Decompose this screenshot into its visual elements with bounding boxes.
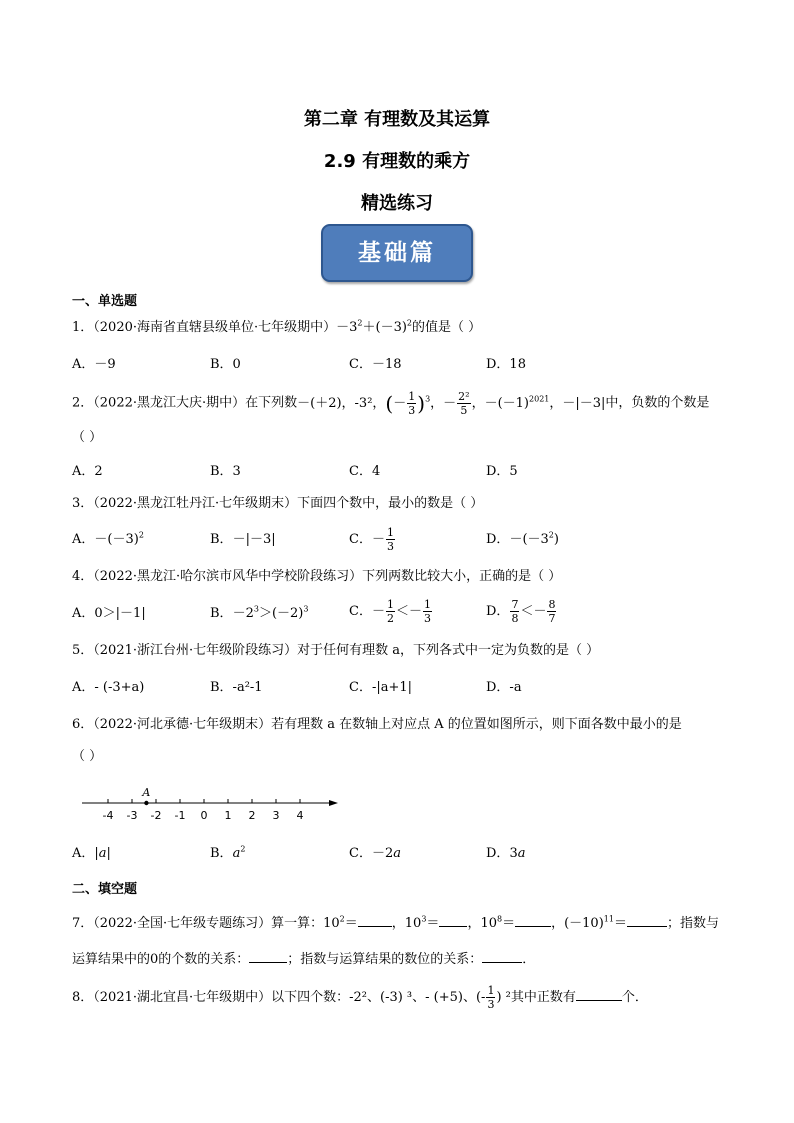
number-line-tick-label: 2 (248, 809, 256, 822)
question-7-line-1-end: ；指数与 (666, 916, 719, 931)
question-7-line-2-mid: ；指数与运算结果的数位的关系： (287, 952, 483, 967)
question-7-line-2 (72, 948, 535, 970)
q1-option-a[interactable]: A．－9 (72, 357, 116, 372)
q6-option-d[interactable]: D．3a (486, 846, 526, 861)
number-line-point-dot (144, 801, 148, 805)
q4-option-b[interactable]: B．$-2^3>(-2)^3$ (210, 604, 309, 621)
q8-blank[interactable] (576, 986, 622, 1001)
q6-option-b[interactable]: B．$a^2$ (210, 844, 246, 861)
level-badge: 基础篇 (321, 224, 473, 282)
question-7-line-2-start: 运算结果中的0的个数的关系： (72, 952, 250, 967)
section-title: 2.9 有理数的乘方 (323, 151, 471, 172)
q2-option-c[interactable]: C．4 (349, 464, 381, 479)
q4-option-a-label: A． (72, 606, 95, 621)
q3-option-b-label: B． (210, 532, 233, 547)
question-8-fraction: $\frac{1}{3}$ (487, 984, 495, 1011)
number-line-arrow (329, 800, 338, 806)
question-7-source: 7．（2022·全国·七年级专题练习）算一算： (72, 916, 324, 931)
question-8 (72, 984, 648, 1011)
section-heading-single-choice: 一、单选题 (72, 294, 138, 309)
number-line-tick-label: -2 (150, 809, 162, 822)
q4-option-b-label: B． (210, 606, 233, 621)
number-line-tick-label: 0 (200, 809, 208, 822)
q6-option-d-label: D． (486, 846, 510, 861)
number-line-tick-label: -4 (102, 809, 114, 822)
question-1-tail: 的值是（ ） (412, 320, 482, 335)
q6-option-c[interactable]: C．－2a (349, 846, 401, 861)
question-8-end: 个． (621, 990, 648, 1005)
q6-option-b-label: B． (210, 846, 233, 861)
q3-option-c-label: C． (349, 532, 372, 547)
q7-blank-6[interactable] (482, 948, 522, 963)
q1-option-b[interactable]: B．0 (210, 357, 241, 372)
question-7-line-1: 7．（2022·全国·七年级专题练习）算一算：$10^2=$ ，$10^3=$ ，$10^8=$ ，$(-10)^{11}=$ ；指数与 (72, 912, 719, 934)
q6-option-a[interactable]: A．|a| (72, 846, 111, 861)
q2-option-b[interactable]: B．3 (210, 464, 241, 479)
question-1-source: 1．（2020·海南省直辖县级单位·七年级期中） (72, 320, 337, 335)
q3-option-a[interactable]: A．$-(-3)^2$ (72, 530, 144, 547)
q2-option-d[interactable]: D．5 (486, 464, 518, 479)
q6-option-c-label: C． (349, 846, 372, 861)
section-heading-fill-blank: 二、填空题 (72, 882, 138, 897)
question-2-source: 2．（2022·黑龙江大庆·期中）在下列数 (72, 395, 298, 411)
q5-option-b[interactable]: B．-a²-1 (210, 680, 263, 695)
q7-blank-1[interactable] (358, 912, 392, 927)
number-line-figure (80, 782, 342, 826)
number-line-point-label: A (142, 786, 151, 799)
question-1 (72, 318, 481, 338)
q5-option-a[interactable]: A．- (-3+a) (72, 680, 145, 695)
q6-option-a-label: A． (72, 846, 95, 861)
number-line-tick-label: -3 (126, 809, 138, 822)
question-2 (72, 388, 709, 419)
question-2-paren: （ ） (72, 430, 103, 445)
question-3: 3．（2022·黑龙江牡丹江·七年级期末）下面四个数中，最小的数是（ ） (72, 496, 484, 511)
q4-option-c[interactable]: C．－ $\frac{1}{2}$ ＜－ $\frac{1}{3}$ (349, 598, 431, 625)
q1-option-c[interactable]: C．－18 (349, 357, 402, 372)
chapter-title: 第二章 有理数及其运算 (303, 109, 491, 130)
q7-blank-2[interactable] (439, 912, 467, 927)
number-line-ticks (103, 799, 304, 822)
q4-option-d-label: D． (486, 604, 510, 619)
question-7-line-2-end: ． (522, 952, 536, 967)
question-6: 6．（2022·河北承德·七年级期末）若有理数 a 在数轴上对应点 A 的位置如图所示，则下面各数中最小的是 (72, 717, 682, 732)
q5-option-d[interactable]: D．-a (486, 680, 522, 695)
q5-option-c[interactable]: C．-|a+1| (349, 680, 413, 695)
number-line-point (141, 786, 150, 805)
q3-option-c[interactable]: C．－ $\frac{1}{3}$ (349, 526, 394, 553)
subtitle: 精选练习 (361, 193, 433, 214)
question-2-numbers: －(＋2)，-3²，(－ $\frac{1}{3}$ )$^3$，－ $\frac{\text{2²}}{5}$ ，$-(-1)^{2021}$，－|－3| (297, 389, 606, 417)
q3-option-d[interactable]: D．$-(-3^2)$ (486, 530, 559, 547)
number-line-tick-label: 4 (296, 809, 304, 822)
q7-blank-3[interactable] (515, 912, 551, 927)
q4-option-a[interactable]: A．0＞|－1| (72, 606, 146, 621)
number-line-tick-label: 3 (272, 809, 280, 822)
question-8-source: 8．（2021·湖北宜昌·七年级期中）以下四个数：-2²、(-3) ³、- (+5)、(- (72, 990, 486, 1005)
q3-option-d-label: D． (486, 532, 510, 547)
question-4: 4．（2022·黑龙江·哈尔滨市风华中学校阶段练习）下列两数比较大小，正确的是（ ） (72, 569, 562, 584)
question-5: 5．（2021·浙江台州·七年级阶段练习）对于任何有理数 a，下列各式中一定为负数的是（ ） (72, 643, 600, 658)
question-2-tail: 中，负数的个数是 (605, 395, 710, 411)
q3-option-a-label: A． (72, 532, 95, 547)
question-8-tail: ) ²其中正数有 (496, 990, 576, 1005)
number-line-tick-label: -1 (174, 809, 186, 822)
q3-option-b[interactable]: B．－|－3| (210, 532, 276, 547)
question-1-expression: $-3^2+(-3)^2$ (336, 318, 413, 335)
q7-blank-5[interactable] (249, 948, 287, 963)
q7-blank-4[interactable] (627, 912, 667, 927)
q2-option-a[interactable]: A．2 (72, 464, 103, 479)
number-line-tick-label: 1 (224, 809, 232, 822)
question-6-paren: （ ） (72, 749, 103, 764)
q4-option-c-label: C． (349, 604, 372, 619)
q1-option-d[interactable]: D．18 (486, 357, 526, 372)
q4-option-d[interactable]: D． $\frac{7}{8}$ ＜－ $\frac{8}{7}$ (486, 598, 556, 625)
